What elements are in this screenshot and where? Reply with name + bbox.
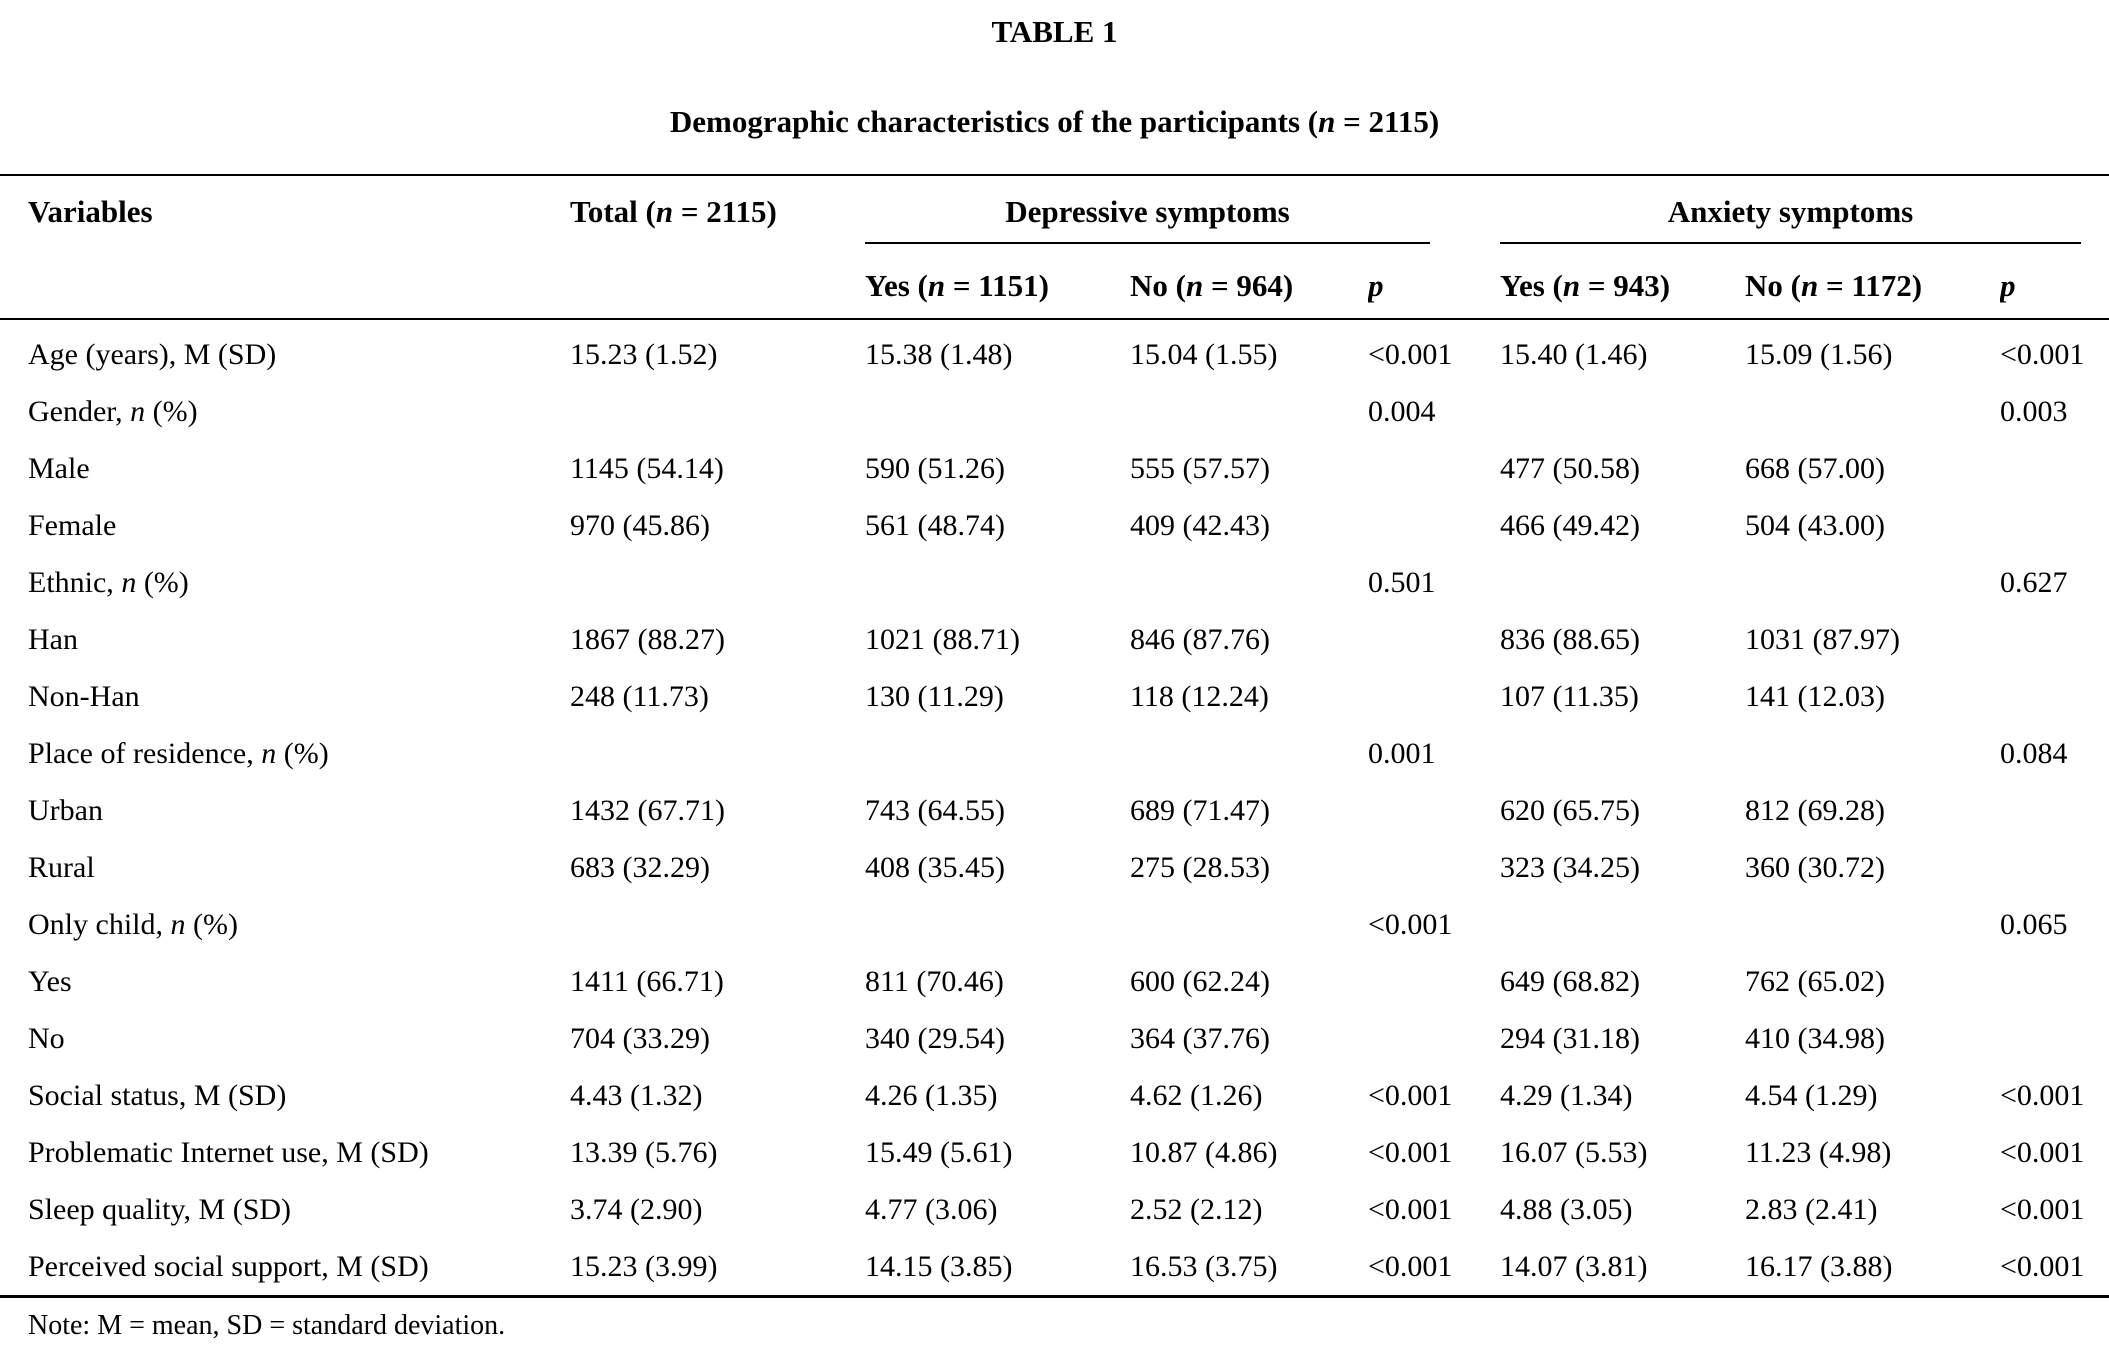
data-cell: <0.001 xyxy=(1368,1192,1453,1226)
data-cell: 364 (37.76) xyxy=(1130,1021,1270,1055)
data-cell xyxy=(1745,725,2000,782)
col-header-anxiety-no: No (n = 1172) xyxy=(1745,255,2000,319)
table-number-title: TABLE 1 xyxy=(991,14,1118,49)
data-cell xyxy=(865,383,1130,440)
data-cell: 16.17 (3.88) xyxy=(1745,1249,1893,1283)
data-cell xyxy=(1368,668,1500,725)
row-label: Urban xyxy=(28,793,103,827)
data-cell xyxy=(2000,668,2109,725)
table-row xyxy=(0,1181,2109,1238)
col-header-total: Total (n = 2115) xyxy=(570,175,865,319)
data-cell: 0.003 xyxy=(2000,394,2068,428)
data-cell: 4.77 (3.06) xyxy=(865,1192,998,1226)
data-cell xyxy=(865,725,1130,782)
table-row xyxy=(0,839,2109,896)
data-cell: <0.001 xyxy=(1368,337,1453,371)
data-cell xyxy=(1368,440,1500,497)
data-cell: 130 (11.29) xyxy=(865,679,1004,713)
data-cell: 15.09 (1.56) xyxy=(1745,337,1893,371)
table-row xyxy=(0,383,2109,440)
col-header-depressive-p: p xyxy=(1368,255,1500,319)
data-cell: 141 (12.03) xyxy=(1745,679,1885,713)
data-cell: 13.39 (5.76) xyxy=(570,1135,718,1169)
table-row xyxy=(0,611,2109,668)
data-cell: 294 (31.18) xyxy=(1500,1021,1640,1055)
data-cell: <0.001 xyxy=(2000,1135,2085,1169)
row-label: Female xyxy=(28,508,117,542)
data-cell xyxy=(1745,554,2000,611)
table-caption: Demographic characteristics of the participants (n = 2115) xyxy=(669,104,1440,139)
data-cell: 561 (48.74) xyxy=(865,508,1005,542)
data-cell xyxy=(2000,953,2109,1010)
data-cell: 4.62 (1.26) xyxy=(1130,1078,1263,1112)
row-label: Perceived social support, M (SD) xyxy=(28,1249,429,1283)
data-cell: 477 (50.58) xyxy=(1500,451,1640,485)
data-cell: 4.43 (1.32) xyxy=(570,1078,703,1112)
data-cell: 3.74 (2.90) xyxy=(570,1192,703,1226)
data-cell xyxy=(1368,1010,1500,1067)
data-cell: 409 (42.43) xyxy=(1130,508,1270,542)
data-cell xyxy=(1368,611,1500,668)
data-cell xyxy=(570,896,865,953)
data-cell xyxy=(2000,497,2109,554)
col-header-depressive-yes: Yes (n = 1151) xyxy=(865,255,1130,319)
data-cell: 811 (70.46) xyxy=(865,964,1004,998)
data-cell xyxy=(1500,383,1745,440)
data-cell: 0.001 xyxy=(1368,736,1436,770)
table-header xyxy=(0,175,2109,319)
data-cell xyxy=(1500,896,1745,953)
data-cell: 410 (34.98) xyxy=(1745,1021,1885,1055)
data-cell xyxy=(1500,725,1745,782)
data-cell: 107 (11.35) xyxy=(1500,679,1639,713)
row-label: Han xyxy=(28,622,78,656)
data-cell: 14.15 (3.85) xyxy=(865,1249,1013,1283)
data-cell xyxy=(2000,611,2109,668)
data-cell: 408 (35.45) xyxy=(865,850,1005,884)
data-cell xyxy=(1130,896,1368,953)
data-cell: 2.52 (2.12) xyxy=(1130,1192,1263,1226)
data-cell: 600 (62.24) xyxy=(1130,964,1270,998)
data-cell: 15.23 (3.99) xyxy=(570,1249,718,1283)
data-cell: 16.07 (5.53) xyxy=(1500,1135,1648,1169)
data-cell: 683 (32.29) xyxy=(570,850,710,884)
data-cell: 649 (68.82) xyxy=(1500,964,1640,998)
data-cell: 14.07 (3.81) xyxy=(1500,1249,1648,1283)
data-cell: 836 (88.65) xyxy=(1500,622,1640,656)
table-row xyxy=(0,440,2109,497)
data-cell: 4.29 (1.34) xyxy=(1500,1078,1633,1112)
data-cell: 1145 (54.14) xyxy=(570,451,724,485)
table-row xyxy=(0,668,2109,725)
data-cell xyxy=(2000,440,2109,497)
data-cell xyxy=(865,554,1130,611)
data-cell xyxy=(1745,896,2000,953)
table-row xyxy=(0,953,2109,1010)
data-cell: 248 (11.73) xyxy=(570,679,709,713)
row-label: Place of residence, n (%) xyxy=(28,736,329,770)
table-row xyxy=(0,319,2109,383)
data-cell: 0.065 xyxy=(2000,907,2068,941)
data-cell xyxy=(1368,497,1500,554)
data-cell xyxy=(1368,782,1500,839)
table-row xyxy=(0,725,2109,782)
data-cell: <0.001 xyxy=(1368,1249,1453,1283)
data-cell: 15.49 (5.61) xyxy=(865,1135,1013,1169)
row-label: No xyxy=(28,1021,65,1055)
data-cell: 4.54 (1.29) xyxy=(1745,1078,1878,1112)
col-group-anxiety xyxy=(1500,175,2109,255)
data-cell: 0.004 xyxy=(1368,394,1436,428)
data-cell xyxy=(2000,782,2109,839)
data-cell: 10.87 (4.86) xyxy=(1130,1135,1278,1169)
table-row xyxy=(0,1238,2109,1297)
data-cell: 704 (33.29) xyxy=(570,1021,710,1055)
table-row xyxy=(0,1010,2109,1067)
data-cell: <0.001 xyxy=(2000,337,2085,371)
row-label: Ethnic, n (%) xyxy=(28,565,189,599)
data-cell xyxy=(570,383,865,440)
data-cell: 466 (49.42) xyxy=(1500,508,1640,542)
data-cell xyxy=(1368,839,1500,896)
data-cell: <0.001 xyxy=(2000,1249,2085,1283)
data-cell: 118 (12.24) xyxy=(1130,679,1269,713)
col-group-depressive-label: Depressive symptoms xyxy=(865,194,1430,244)
col-header-anxiety-yes: Yes (n = 943) xyxy=(1500,255,1745,319)
data-cell: 1867 (88.27) xyxy=(570,622,725,656)
row-label: Age (years), M (SD) xyxy=(28,337,277,371)
row-label: Sleep quality, M (SD) xyxy=(28,1192,292,1226)
data-cell: 0.501 xyxy=(1368,565,1436,599)
data-cell: 590 (51.26) xyxy=(865,451,1005,485)
data-cell: 970 (45.86) xyxy=(570,508,710,542)
data-cell: 555 (57.57) xyxy=(1130,451,1270,485)
data-cell: 0.084 xyxy=(2000,736,2068,770)
table-row xyxy=(0,1067,2109,1124)
data-cell: 1031 (87.97) xyxy=(1745,622,1900,656)
table-row xyxy=(0,1124,2109,1181)
data-cell: 1021 (88.71) xyxy=(865,622,1020,656)
data-cell: 15.23 (1.52) xyxy=(570,337,718,371)
data-cell: 275 (28.53) xyxy=(1130,850,1270,884)
data-cell xyxy=(1368,953,1500,1010)
data-cell: 743 (64.55) xyxy=(865,793,1005,827)
data-cell: 4.88 (3.05) xyxy=(1500,1192,1633,1226)
data-cell xyxy=(1130,554,1368,611)
row-label: Rural xyxy=(28,850,95,884)
col-header-depressive-no: No (n = 964) xyxy=(1130,255,1368,319)
data-cell xyxy=(570,725,865,782)
col-group-depressive xyxy=(865,175,1500,255)
data-cell: 16.53 (3.75) xyxy=(1130,1249,1278,1283)
row-label: Male xyxy=(28,451,90,485)
data-cell: 846 (87.76) xyxy=(1130,622,1270,656)
data-cell: 762 (65.02) xyxy=(1745,964,1885,998)
data-cell: <0.001 xyxy=(1368,1078,1453,1112)
row-label: Problematic Internet use, M (SD) xyxy=(28,1135,429,1169)
data-cell xyxy=(1130,725,1368,782)
data-cell: 689 (71.47) xyxy=(1130,793,1270,827)
row-label: Yes xyxy=(28,964,72,998)
data-cell: 15.40 (1.46) xyxy=(1500,337,1648,371)
row-label: Only child, n (%) xyxy=(28,907,238,941)
data-cell: 620 (65.75) xyxy=(1500,793,1640,827)
table-row xyxy=(0,896,2109,953)
table-row xyxy=(0,554,2109,611)
col-header-variables: Variables xyxy=(0,175,570,319)
table-row xyxy=(0,782,2109,839)
data-cell: 1432 (67.71) xyxy=(570,793,725,827)
table-row xyxy=(0,497,2109,554)
data-cell: 323 (34.25) xyxy=(1500,850,1640,884)
data-cell: 812 (69.28) xyxy=(1745,793,1885,827)
data-cell: <0.001 xyxy=(2000,1192,2085,1226)
data-cell: 15.04 (1.55) xyxy=(1130,337,1278,371)
data-cell xyxy=(865,896,1130,953)
data-cell: 11.23 (4.98) xyxy=(1745,1135,1892,1169)
data-cell: 504 (43.00) xyxy=(1745,508,1885,542)
table-note: Note: M = mean, SD = standard deviation. xyxy=(28,1310,506,1341)
table-body xyxy=(0,319,2109,1297)
data-cell: <0.001 xyxy=(1368,1135,1453,1169)
col-header-anxiety-p: p xyxy=(2000,255,2109,319)
data-cell xyxy=(1130,383,1368,440)
demographics-table xyxy=(0,174,2109,1298)
row-label: Social status, M (SD) xyxy=(28,1078,287,1112)
row-label: Non-Han xyxy=(28,679,140,713)
data-cell: 1411 (66.71) xyxy=(570,964,724,998)
data-cell: 2.83 (2.41) xyxy=(1745,1192,1878,1226)
data-cell: 4.26 (1.35) xyxy=(865,1078,998,1112)
row-label: Gender, n (%) xyxy=(28,394,198,428)
data-cell: 360 (30.72) xyxy=(1745,850,1885,884)
data-cell: 668 (57.00) xyxy=(1745,451,1885,485)
data-cell xyxy=(2000,1010,2109,1067)
data-cell: <0.001 xyxy=(2000,1078,2085,1112)
data-cell xyxy=(1500,554,1745,611)
header-row-groups xyxy=(0,175,2109,255)
col-group-anxiety-label: Anxiety symptoms xyxy=(1500,194,2081,244)
data-cell: 0.627 xyxy=(2000,565,2068,599)
data-cell xyxy=(2000,839,2109,896)
data-cell: 340 (29.54) xyxy=(865,1021,1005,1055)
data-cell xyxy=(1745,383,2000,440)
data-cell: 15.38 (1.48) xyxy=(865,337,1013,371)
data-cell xyxy=(570,554,865,611)
data-cell: <0.001 xyxy=(1368,907,1453,941)
